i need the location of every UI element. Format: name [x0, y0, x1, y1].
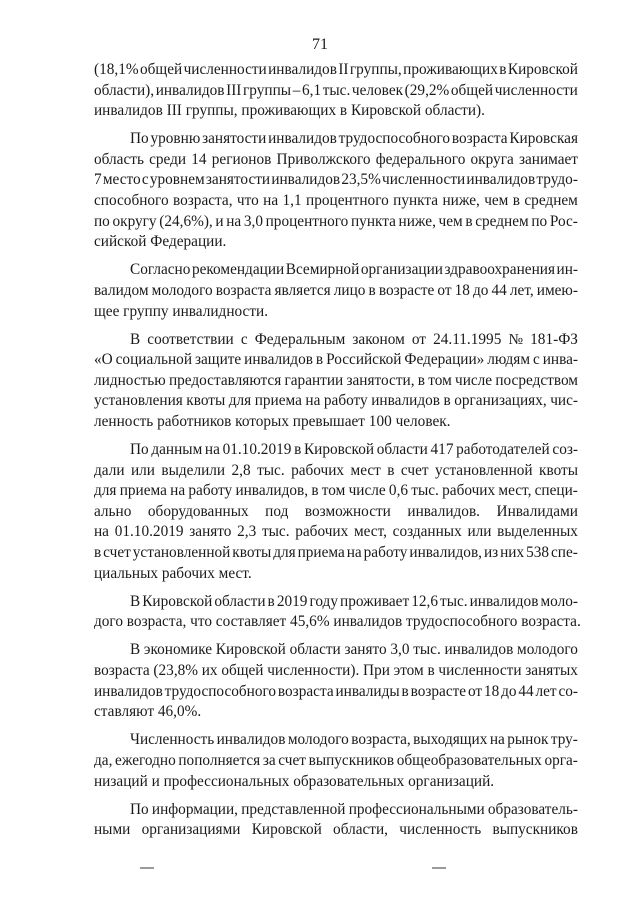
text-line: дали или выделили 2,8 тыс. рабочих мест в счет установленной квоты [94, 461, 578, 479]
text-line: способного возраста, что на 1,1 процентного пункта ниже, чем в среднем [94, 192, 578, 210]
text-line: в счет установленной квоты для приема на работу инвалидов, из них 538 спе- [94, 544, 578, 562]
text-line: По данным на 01.10.2019 в Кировской области 417 работодателей соз- [130, 441, 578, 459]
text-line: для приема на работу инвалидов, в том числе 0,6 тыс. рабочих мест, специ- [94, 482, 578, 500]
text-line: циальных рабочих мест. [94, 564, 252, 582]
text-line: валидом молодого возраста является лицо в возрасте от 18 до 44 лет, имею- [94, 281, 578, 299]
text-line: области), инвалидов III группы – 6,1 тыс. человек (29,2% общей численности [94, 81, 578, 99]
text-line: по округу (24,6%), и на 3,0 процентного пункта ниже, чем в среднем по Рос- [94, 212, 578, 230]
paragraph [94, 260, 578, 322]
paragraph [94, 60, 578, 122]
text-line: дого возраста, что составляет 45,6% инвалидов трудоспособного возраста. [94, 613, 581, 631]
paragraph [94, 440, 578, 584]
text-line: на 01.10.2019 занято 2,3 тыс. рабочих мест, созданных или выделенных [94, 523, 578, 541]
text-line: да, ежегодно пополняется за счет выпускников общеобразовательных орга- [94, 751, 578, 769]
text-line: возраста (23,8% их общей численности). При этом в численности занятых [94, 662, 578, 680]
paragraph [94, 640, 578, 722]
text-line: В Кировской области в 2019 году проживает 12,6 тыс. инвалидов моло- [130, 592, 578, 610]
text-line: (18,1% общей численности инвалидов II группы, проживающих в Кировской [94, 61, 578, 78]
text-line: инвалидов трудоспособного возраста инвалиды в возрасте от 18 до 44 лет со- [94, 682, 578, 700]
text-line: ными организациями Кировской области, численность выпускников [94, 821, 578, 839]
text-line: ально оборудованных под возможности инвалидов. Инвалидами [94, 502, 578, 520]
paragraph [94, 800, 578, 841]
scan-artifact-mark [140, 867, 154, 869]
paragraph [94, 730, 578, 792]
text-line: ставляют 46,0%. [94, 703, 202, 721]
text-line: В экономике Кировской области занято 3,0 тыс. инвалидов молодого [130, 641, 578, 659]
text-line: По уровню занятости инвалидов трудоспособного возраста Кировская [130, 130, 578, 148]
text-line: щее группу инвалидности. [94, 302, 269, 320]
text-line: инвалидов III группы, проживающих в Кировской области). [94, 102, 485, 120]
paragraph [94, 592, 581, 633]
text-line: область среди 14 регионов Приволжского федерального округа занимает [94, 150, 578, 168]
text-line: По информации, представленной профессиональными образователь- [130, 800, 578, 818]
text-line: лидностью предоставляются гарантии занятости, в том числе посредством [94, 371, 578, 389]
paragraph [94, 330, 578, 433]
text-line: установления квоты для приема на работу инвалидов в организациях, чис- [94, 392, 578, 410]
text-line: Численность инвалидов молодого возраста, выходящих на рынок тру- [130, 731, 578, 749]
text-line: низаций и профессиональных образовательных организаций. [94, 772, 495, 790]
text-line: В соответствии с Федеральным законом от 24.11.1995 № 181-ФЗ [130, 330, 578, 348]
paragraph [94, 129, 578, 253]
text-line: ленность работников которых превышает 100 человек. [94, 413, 451, 430]
page-number: 71 [312, 36, 328, 53]
scan-artifact-mark [432, 867, 446, 869]
document-body [94, 60, 581, 841]
text-line: сийской Федерации. [94, 233, 227, 251]
text-line: Согласно рекомендации Всемирной организации здравоохранения ин- [130, 261, 578, 279]
text-line: «О социальной защите инвалидов в Российской Федерации» людям с инва- [94, 351, 578, 369]
text-line: 7 место с уровнем занятости инвалидов 23,5% численности инвалидов трудо- [94, 171, 578, 189]
